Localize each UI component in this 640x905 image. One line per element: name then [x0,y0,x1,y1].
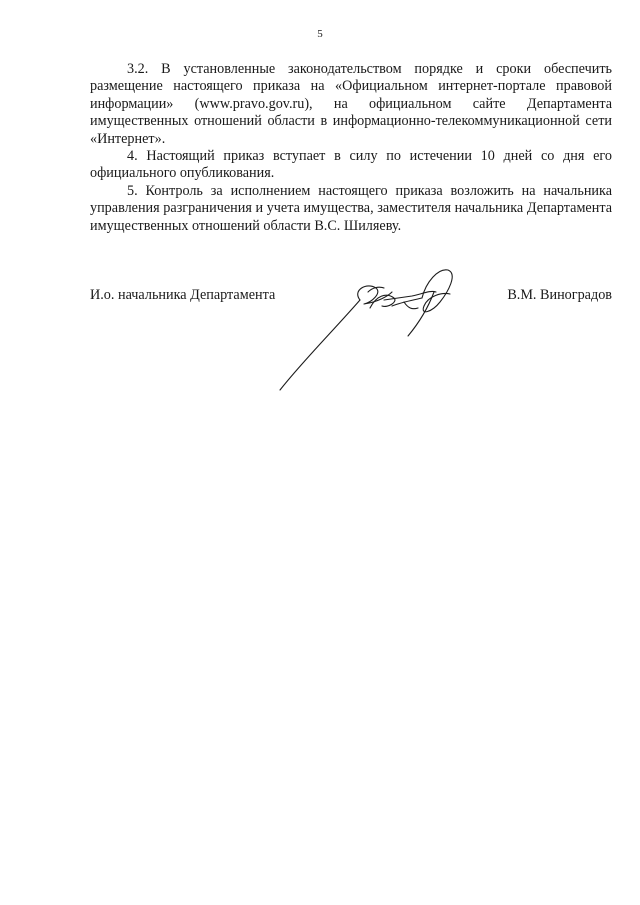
paragraph-5: 5. Контроль за исполнением настоящего приказа возложить на начальника управления разграничения и учета имущества, заместителя начальника Департамента имущественных отношений области В.С. Шиляеву. [90,182,612,234]
paragraph-3-2: 3.2. В установленные законодательством порядке и сроки обеспечить размещение настоящего приказа на «Официальном интернет-портале правовой информации» (www.pravo.gov.ru), на официальном сайте Департамента имущественных отношений области в информационно-телекоммуникационной сети «Интернет». [90,61,612,147]
handwritten-signature-icon [272,262,462,397]
document-body [90,61,612,235]
signatory-position: И.о. начальника Департамента [90,287,276,303]
page-number: 5 [317,28,323,40]
paragraph-4: 4. Настоящий приказ вступает в силу по истечении 10 дней со дня его официального опубликования. [90,148,612,182]
signatory-name: В.М. Виноградов [507,287,612,303]
